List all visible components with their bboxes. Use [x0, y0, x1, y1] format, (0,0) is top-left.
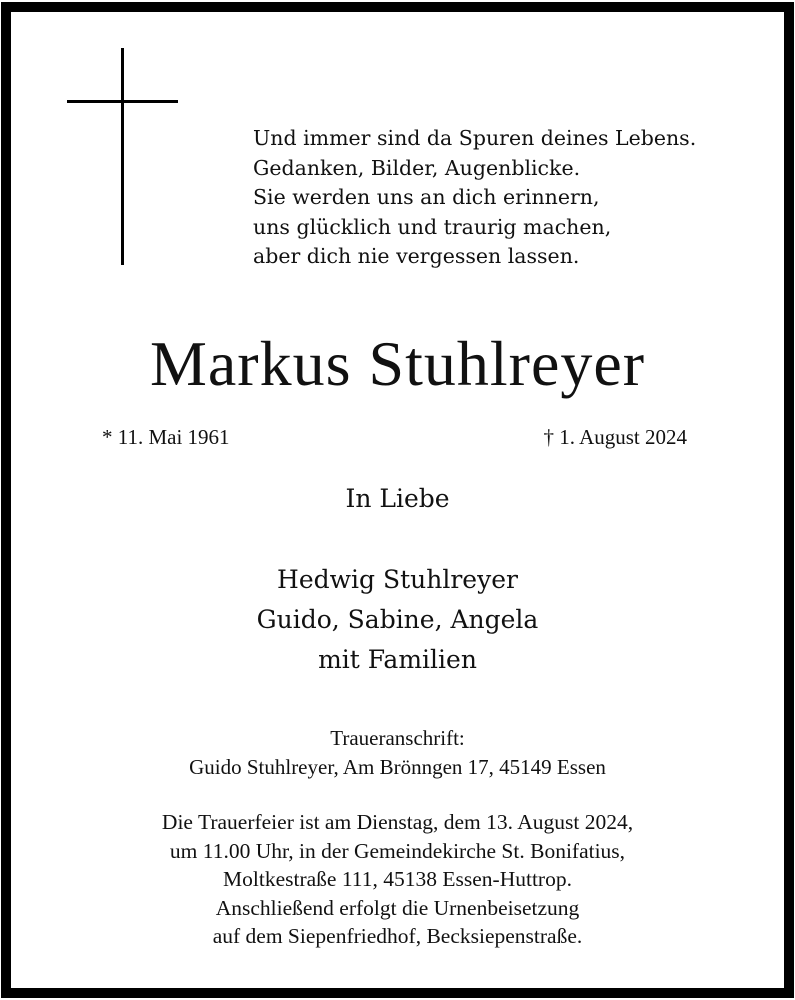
birth-date: * 11. Mai 1961	[102, 425, 230, 449]
ceremony-line: um 11.00 Uhr, in der Gemeindekirche St. Bonifatius,	[169, 838, 626, 863]
mourner-line: Hedwig Stuhlreyer	[277, 565, 518, 594]
mourner-line: mit Familien	[318, 645, 477, 674]
poem-line: Gedanken, Bilder, Augenblicke.	[253, 155, 581, 180]
ceremony-line: Anschließend erfolgt die Urnenbeisetzung	[215, 895, 580, 920]
ceremony-line: Die Trauerfeier ist am Dienstag, dem 13. August 2024,	[161, 810, 634, 834]
deceased-name: Markus Stuhlreyer	[149, 328, 646, 399]
ceremony-line: Moltkestraße 111, 45138 Essen-Huttrop.	[223, 867, 572, 891]
cross-horizontal-bar	[67, 100, 178, 103]
poem	[253, 124, 696, 272]
mourner-line: Guido, Sabine, Angela	[256, 605, 539, 634]
mourners	[0, 560, 795, 680]
address-value: Guido Stuhlreyer, Am Brönngen 17, 45149 Essen	[189, 755, 606, 779]
cross-vertical-bar	[121, 48, 124, 265]
address-label: Traueranschrift:	[330, 726, 465, 750]
death-date: † 1. August 2024	[543, 425, 687, 449]
poem-line: uns glücklich und traurig machen,	[253, 214, 612, 239]
closing-phrase: In Liebe	[345, 484, 450, 513]
poem-line: Und immer sind da Spuren deines Lebens.	[253, 126, 697, 150]
ceremony-line: auf dem Siepenfriedhof, Becksiepenstraße.	[212, 924, 583, 948]
ceremony-info	[0, 808, 795, 951]
poem-line: aber dich nie vergessen lassen.	[253, 244, 580, 268]
mourning-address	[0, 724, 795, 782]
poem-line: Sie werden uns an dich erinnern,	[253, 185, 600, 209]
